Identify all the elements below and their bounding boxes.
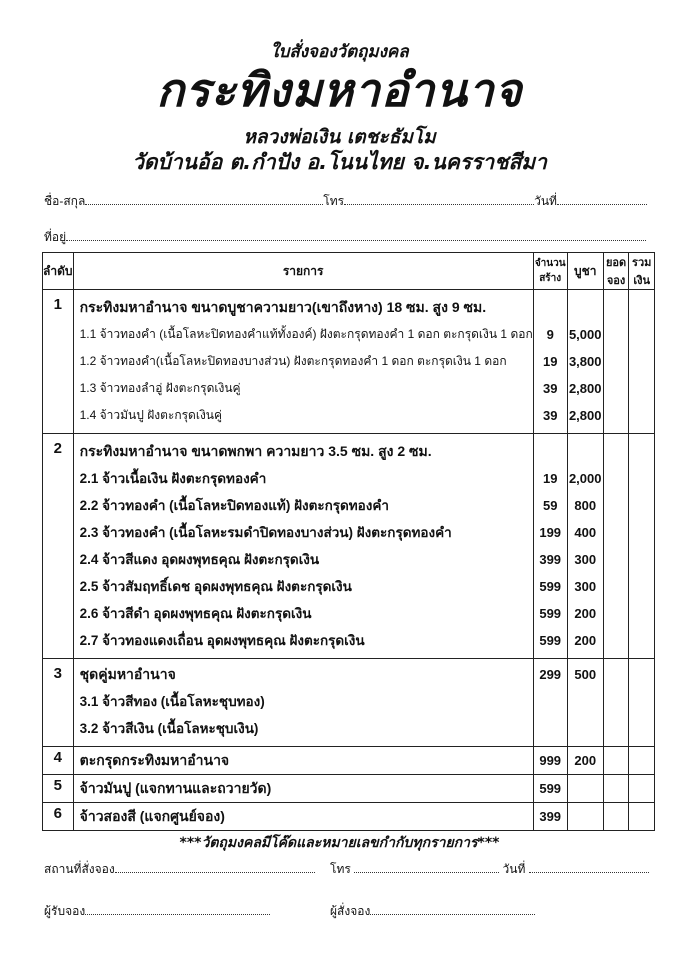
col-header-no: ลำดับ [43, 253, 74, 290]
price-cell [567, 659, 603, 747]
reserved-input-cell[interactable] [603, 290, 629, 434]
col-header-reserved: ยอดจอง [603, 253, 629, 290]
quantity-cell [533, 803, 567, 831]
orderer-label: ผู้สั่งจอง [330, 904, 371, 918]
reserved-input-cell[interactable] [603, 659, 629, 747]
date-field[interactable] [557, 194, 647, 205]
section-title: กระทิงมหาอำนาจ ขนาดบูชาความยาว(เขาถึงหาง) 18 ซม. สูง 9 ซม. [79, 299, 487, 315]
list-item: 1.1 จ้าวทองคำ (เนื้อโลหะปิดทองคำแท้ทั้งองค์) ฝังตะกรุดทองคำ 1 ดอก ตะกรุดเงิน 1 ดอก [79, 327, 533, 341]
price-value: 2,800 [568, 408, 602, 423]
quantity-value: 199 [539, 525, 562, 540]
price-value: 300 [574, 552, 597, 567]
form-title: ใบสั่งจองวัตถุมงคล [270, 42, 409, 62]
list-item: 1.4 จ้าวมันปู ฝังตะกรุดเงินคู่ [79, 408, 223, 422]
quantity-value: 39 [542, 381, 558, 396]
quantity-value: 599 [539, 579, 562, 594]
total-input-cell[interactable] [629, 803, 655, 831]
date-label: วันที่ [534, 194, 557, 208]
list-item: 2.6 จ้าวสีดำ อุดผงพุทธคุณ ฝังตะกรุดเงิน [79, 606, 312, 621]
phone-label: โทร [323, 194, 345, 208]
table-row-section-2 [43, 434, 655, 659]
order-table [42, 252, 655, 831]
row-number: 6 [43, 803, 74, 831]
table-header-row [43, 253, 655, 290]
list-item: 2.5 จ้าวสัมฤทธิ์เดช อุดผงพุทธคุณ ฝังตะกรุดเงิน [79, 579, 352, 594]
monk-name: หลวงพ่อเงิน เตชะธัมโม [243, 126, 436, 148]
footer-date-field[interactable] [529, 862, 649, 873]
table-row-5 [43, 775, 655, 803]
reserved-input-cell[interactable] [603, 775, 629, 803]
name-label: ชื่อ-สกุล [44, 194, 86, 208]
list-item: 1.2 จ้าวทองคำ(เนื้อโลหะปิดทองบางส่วน) ฝังตะกรุดทองคำ 1 ดอก ตะกรุดเงิน 1 ดอก [79, 354, 507, 368]
place-label: สถานที่สั่งจอง [44, 862, 115, 876]
price-value: 200 [574, 753, 597, 768]
price-cell [567, 434, 603, 659]
quantity-cell [533, 290, 567, 434]
list-item: 2.1 จ้าวเนื้อเงิน ฝังตะกรุดทองคำ [79, 471, 267, 486]
row-items [73, 775, 533, 803]
address-field[interactable] [66, 230, 646, 241]
quantity-cell [533, 775, 567, 803]
amulet-name-title: กระทิงมหาอำนาจ [156, 63, 523, 117]
price-value: 3,800 [568, 354, 602, 369]
order-place-row [44, 860, 315, 879]
quantity-value: 399 [539, 552, 562, 567]
list-item: 1.3 จ้าวทองลำอู่ ฝังตะกรุดเงินคู่ [79, 381, 241, 395]
orderer-row [330, 902, 535, 921]
quantity-value: 599 [539, 781, 562, 796]
footer-phone-label: โทร [330, 862, 351, 876]
price-cell [567, 803, 603, 831]
price-value: 2,000 [568, 471, 602, 486]
table-row-section-1 [43, 290, 655, 434]
quantity-value: 19 [542, 471, 558, 486]
quantity-cell [533, 434, 567, 659]
list-item: 2.4 จ้าวสีแดง อุดผงพุทธคุณ ฝังตะกรุดเงิน [79, 552, 320, 567]
temple-address: วัดบ้านอ้อ ต.กำปัง อ.โนนไทย จ.นครราชสีมา [132, 150, 547, 174]
quantity-value: 999 [539, 753, 562, 768]
row-number: 1 [43, 290, 74, 434]
list-item: 3.2 จ้าวสีเงิน (เนื้อโลหะชุบเงิน) [79, 721, 259, 736]
list-item: 3.1 จ้าวสีทอง (เนื้อโลหะชุบทอง) [79, 694, 265, 709]
row-number: 3 [43, 659, 74, 747]
serial-code-note: ***วัตถุมงคลมีโค๊ดและหมายเลขกำกับทุกรายการ*** [179, 835, 500, 851]
row-items [73, 747, 533, 775]
row-number: 4 [43, 747, 74, 775]
price-value: 200 [574, 606, 597, 621]
reserved-input-cell[interactable] [603, 747, 629, 775]
price-value [568, 775, 603, 802]
quantity-value: 59 [542, 498, 558, 513]
list-item: 2.7 จ้าวทองแดงเถื่อน อุดผงพุทธคุณ ฝังตะกรุดเงิน [79, 633, 365, 648]
footer-phone-field[interactable] [354, 862, 499, 873]
quantity-value: 39 [542, 408, 558, 423]
footer-date-label: วันที่ [502, 862, 526, 876]
price-cell [567, 747, 603, 775]
row-number: 5 [43, 775, 74, 803]
phone-field[interactable] [344, 194, 534, 205]
orderer-field[interactable] [370, 904, 535, 915]
address-row [44, 228, 646, 247]
quantity-cell [533, 659, 567, 747]
col-header-quantity: จำนวนสร้าง [533, 253, 567, 290]
col-header-items: รายการ [73, 253, 533, 290]
quantity-value: 9 [546, 327, 554, 342]
total-input-cell[interactable] [629, 434, 655, 659]
row-items [73, 434, 533, 659]
receiver-field[interactable] [85, 904, 270, 915]
place-field[interactable] [115, 862, 315, 873]
price-value: 500 [574, 667, 597, 682]
address-label: ที่อยู่ [44, 230, 67, 244]
quantity-value: 19 [542, 354, 558, 369]
price-cell [567, 290, 603, 434]
price-cell [567, 775, 603, 803]
list-item: 2.2 จ้าวทองคำ (เนื้อโลหะปิดทองแท้) ฝังตะกรุดทองคำ [79, 498, 389, 513]
col-header-total: รวมเงิน [629, 253, 655, 290]
price-value: 800 [574, 498, 597, 513]
total-input-cell[interactable] [629, 290, 655, 434]
price-value [568, 803, 603, 830]
row-number: 2 [43, 434, 74, 659]
receiver-label: ผู้รับจอง [44, 904, 86, 918]
quantity-value: 299 [539, 667, 562, 682]
quantity-value: 599 [539, 606, 562, 621]
reserved-input-cell[interactable] [603, 803, 629, 831]
section-title: จ้าวสองสี (แจกศูนย์จอง) [79, 808, 225, 824]
section-title: ตะกรุดกระทิงมหาอำนาจ [79, 752, 230, 768]
price-value: 5,000 [568, 327, 602, 342]
receiver-row [44, 902, 270, 921]
row-items [73, 803, 533, 831]
total-input-cell[interactable] [629, 747, 655, 775]
table-row-section-3 [43, 659, 655, 747]
section-title: จ้าวมันปู (แจกทานและถวายวัด) [79, 780, 272, 796]
reserved-input-cell[interactable] [603, 434, 629, 659]
list-item: 2.3 จ้าวทองคำ (เนื้อโลหะรมดำปิดทองบางส่วน) ฝังตะกรุดทองคำ [79, 525, 452, 540]
price-value: 200 [574, 633, 597, 648]
section-title: ชุดคู่มหาอำนาจ [79, 666, 176, 682]
col-header-price: บูชา [567, 253, 603, 290]
quantity-value: 399 [539, 809, 562, 824]
name-field[interactable] [85, 194, 323, 205]
quantity-value: 599 [539, 633, 562, 648]
total-input-cell[interactable] [629, 659, 655, 747]
row-items [73, 659, 533, 747]
price-value: 400 [574, 525, 597, 540]
price-value: 300 [574, 579, 597, 594]
table-row-6 [43, 803, 655, 831]
footer-phone-date-row [330, 860, 649, 879]
section-title: กระทิงมหาอำนาจ ขนาดพกพา ความยาว 3.5 ซม. สูง 2 ซม. [79, 443, 432, 459]
table-row-4 [43, 747, 655, 775]
customer-info-row [44, 192, 647, 211]
total-input-cell[interactable] [629, 775, 655, 803]
row-items [73, 290, 533, 434]
price-value: 2,800 [568, 381, 602, 396]
quantity-cell [533, 747, 567, 775]
